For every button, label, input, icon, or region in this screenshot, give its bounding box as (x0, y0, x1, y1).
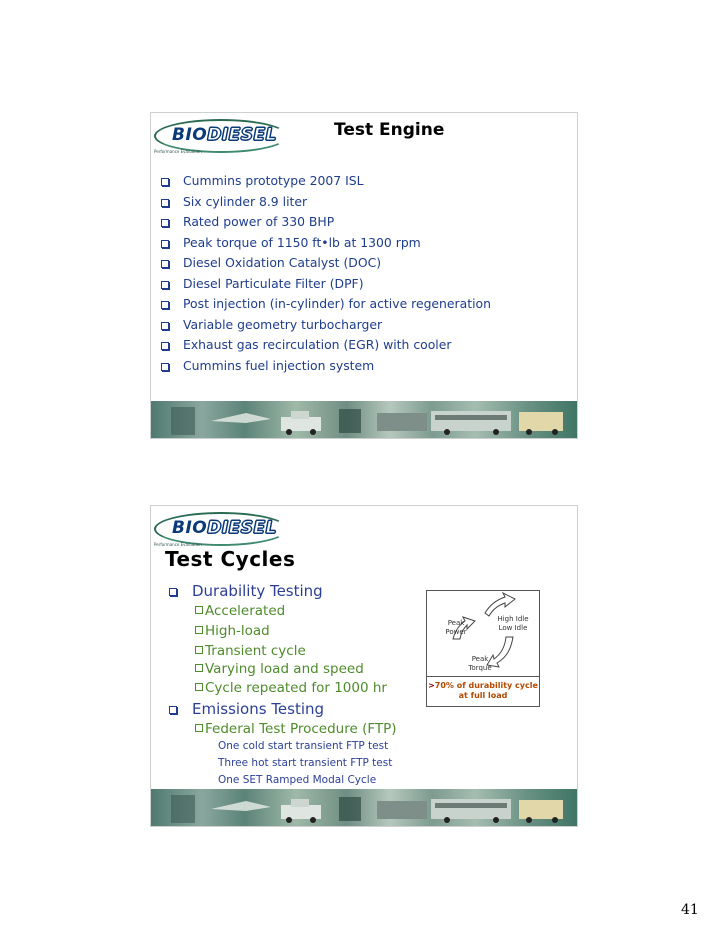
checkbox-bullet-icon (161, 322, 169, 330)
list-item: High-load (195, 623, 270, 639)
list-item: Six cylinder 8.9 liter (161, 194, 491, 215)
list-item: Variable geometry turbocharger (161, 317, 491, 338)
engine-spec-list (161, 173, 491, 378)
checkbox-bullet-icon (161, 281, 169, 289)
list-item: Accelerated (195, 603, 285, 619)
peak-power-label: Peak Power (445, 619, 467, 636)
checkbox-bullet-icon (195, 626, 203, 634)
checkbox-bullet-icon (161, 240, 169, 248)
list-item: Peak torque of 1150 ft•lb at 1300 rpm (161, 235, 491, 256)
biodiesel-logo (154, 119, 290, 159)
list-item: Varying load and speed (195, 661, 364, 677)
logo-tagline: Performance Evaluation (154, 149, 202, 154)
durability-heading: Durability Testing (169, 582, 323, 600)
divider (427, 676, 539, 677)
durability-note: >70% of durability cycle at full load (428, 681, 538, 700)
checkbox-bullet-icon (195, 646, 203, 654)
slide-title: Test Cycles (165, 547, 296, 571)
list-item: Exhaust gas recirculation (EGR) with cooler (161, 337, 491, 358)
list-item: Transient cycle (195, 643, 306, 659)
list-item: Diesel Particulate Filter (DPF) (161, 276, 491, 297)
biodiesel-logo (154, 512, 290, 552)
checkbox-bullet-icon (161, 219, 169, 227)
list-item: Post injection (in-cylinder) for active regeneration (161, 296, 491, 317)
logo-diesel-text: DIESEL (207, 518, 277, 538)
idle-label: High Idle Low Idle (497, 615, 529, 632)
checkbox-bullet-icon (161, 301, 169, 309)
vehicle-photo-strip (151, 789, 577, 826)
checkbox-bullet-icon (161, 199, 169, 207)
list-item: Three hot start transient FTP test (218, 757, 393, 769)
durability-cycle-diagram (426, 590, 540, 707)
logo-diesel-text: DIESEL (207, 125, 277, 145)
logo-bio-text: BIO (172, 125, 208, 145)
list-item: Diesel Oxidation Catalyst (DOC) (161, 255, 491, 276)
checkbox-bullet-icon (161, 363, 169, 371)
checkbox-bullet-icon (169, 588, 177, 596)
list-item: Rated power of 330 BHP (161, 214, 491, 235)
logo-bio-text: BIO (172, 518, 208, 538)
emissions-heading: Emissions Testing (169, 700, 324, 718)
checkbox-bullet-icon (169, 706, 177, 714)
checkbox-bullet-icon (195, 664, 203, 672)
list-item: Federal Test Procedure (FTP) (195, 721, 397, 737)
vehicles-image (151, 401, 578, 438)
checkbox-bullet-icon (161, 342, 169, 350)
checkbox-bullet-icon (195, 724, 203, 732)
slide-test-cycles (150, 505, 578, 827)
list-item: Cummins fuel injection system (161, 358, 491, 379)
page-number: 41 (681, 902, 699, 918)
vehicle-photo-strip (151, 401, 577, 438)
checkbox-bullet-icon (161, 178, 169, 186)
slide-test-engine (150, 112, 578, 439)
checkbox-bullet-icon (195, 606, 203, 614)
vehicles-image (151, 789, 578, 826)
slide-title: Test Engine (334, 120, 445, 140)
list-item: One cold start transient FTP test (218, 740, 389, 752)
logo-tagline: Performance Evaluation (154, 542, 202, 547)
checkbox-bullet-icon (195, 683, 203, 691)
peak-torque-label: Peak Torque (468, 655, 492, 672)
list-item: Cummins prototype 2007 ISL (161, 173, 491, 194)
checkbox-bullet-icon (161, 260, 169, 268)
list-item: One SET Ramped Modal Cycle (218, 774, 377, 786)
list-item: Cycle repeated for 1000 hr (195, 680, 387, 696)
